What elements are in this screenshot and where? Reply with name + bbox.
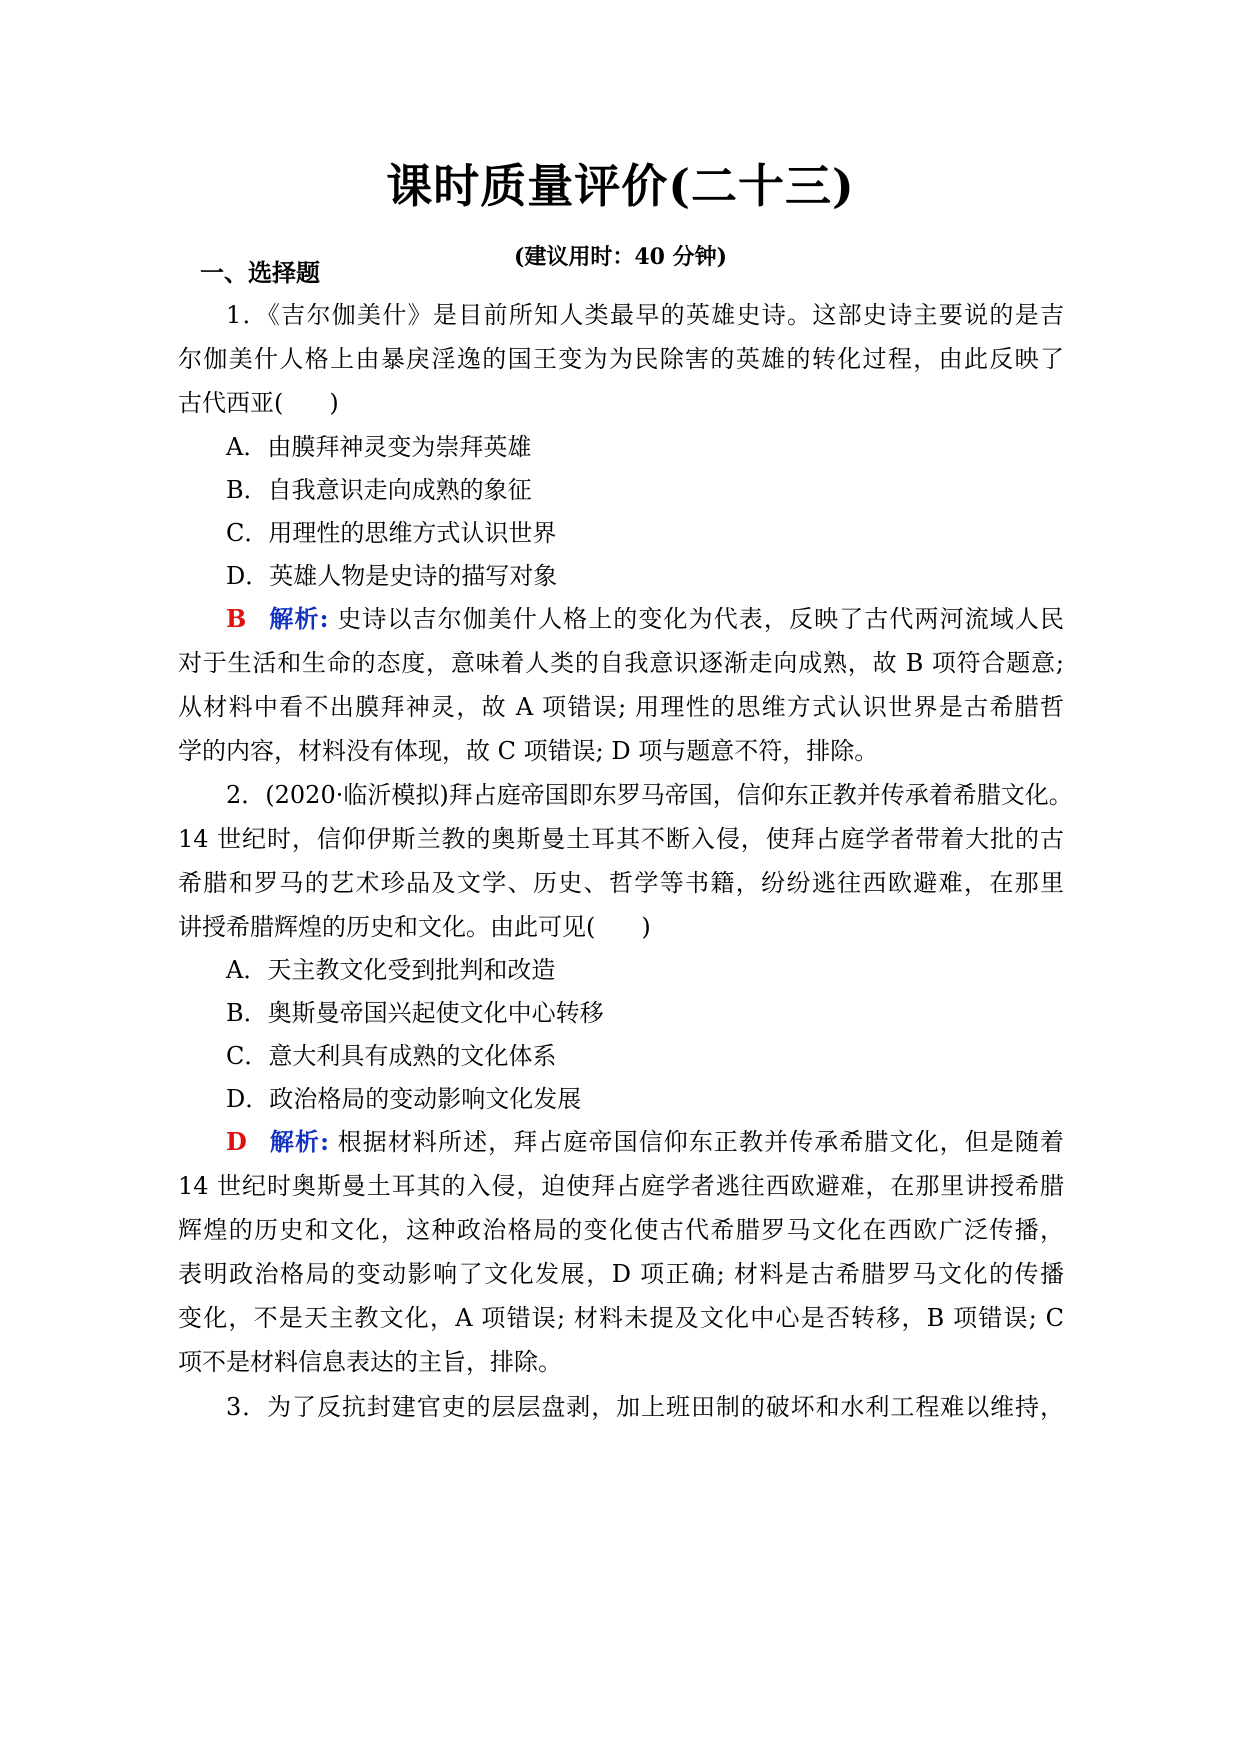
q3-stem-line-1: 3．为了反抗封建官吏的层层盘剥，加上班田制的破坏和水利工程难以维持， — [226, 1393, 1064, 1421]
q2-analysis-line-3: 辉煌的历史和文化，这种政治格局的变化使古代希腊罗马文化在西欧广泛传播， — [178, 1216, 1064, 1244]
q1-option-b: B．自我意识走向成熟的象征 — [226, 476, 532, 504]
q1-stem-end: ) — [329, 389, 339, 417]
q2-analysis-text-1: 根据材料所述，拜占庭帝国信仰东正教并传承希腊文化，但是随着 — [337, 1128, 1065, 1156]
q1-stem-text: 古代西亚( — [178, 389, 284, 417]
q1-analysis-line-3: 从材料中看不出膜拜神灵，故 A 项错误; 用理性的思维方式认识世界是古希腊哲 — [178, 693, 1064, 721]
q2-stem-end: ) — [641, 913, 651, 941]
q1-analysis-text-1: 史诗以吉尔伽美什人格上的变化为代表，反映了古代两河流域人民 — [337, 605, 1065, 633]
q2-option-a: A．天主教文化受到批判和改造 — [226, 956, 556, 984]
q1-stem-line-1: 1．《吉尔伽美什》是目前所知人类最早的英雄史诗。这部史诗主要说的是吉 — [226, 301, 1064, 329]
section-heading: 一、选择题 — [200, 258, 320, 287]
q2-answer: D — [226, 1127, 247, 1156]
q2-analysis-line-6: 项不是材料信息表达的主旨，排除。 — [178, 1348, 562, 1376]
q1-answer: B — [226, 604, 247, 633]
q1-option-d: D．英雄人物是史诗的描写对象 — [226, 562, 558, 590]
page-subtitle: (建议用时：40 分钟) — [513, 244, 728, 270]
q2-stem-line-2: 14 世纪时，信仰伊斯兰教的奥斯曼土耳其不断入侵，使拜占庭学者带着大批的古 — [178, 825, 1064, 853]
q1-analysis-label: 解析: — [268, 604, 329, 633]
q2-analysis-line-1 — [226, 1127, 1064, 1157]
q1-analysis-line-2: 对于生活和生命的态度，意味着人类的自我意识逐渐走向成熟，故 B 项符合题意; — [178, 649, 1064, 677]
page-title: 课时质量评价(二十三) — [386, 159, 855, 213]
q1-option-c: C．用理性的思维方式认识世界 — [226, 519, 557, 547]
q2-stem-line-1: 2．(2020·临沂模拟)拜占庭帝国即东罗马帝国，信仰东正教并传承着希腊文化。 — [226, 781, 1073, 809]
q2-analysis-line-5: 变化，不是天主教文化，A 项错误; 材料未提及文化中心是否转移，B 项错误; C — [178, 1304, 1064, 1332]
q2-analysis-line-4: 表明政治格局的变动影响了文化发展，D 项正确; 材料是古希腊罗马文化的传播 — [178, 1260, 1064, 1288]
q1-stem-line-3 — [178, 388, 1064, 418]
q2-stem-line-3: 希腊和罗马的艺术珍品及文学、历史、哲学等书籍，纷纷逃往西欧避难，在那里 — [178, 869, 1064, 897]
q2-stem-line-4 — [178, 912, 1064, 942]
q2-option-b: B．奥斯曼帝国兴起使文化中心转移 — [226, 999, 604, 1027]
q2-option-c: C．意大利具有成熟的文化体系 — [226, 1042, 557, 1070]
q1-stem-line-2: 尔伽美什人格上由暴戾淫逸的国王变为为民除害的英雄的转化过程，由此反映了 — [178, 345, 1064, 373]
q2-analysis-label: 解析: — [268, 1127, 329, 1156]
q1-analysis-line-1 — [226, 604, 1064, 634]
q1-option-a: A．由膜拜神灵变为崇拜英雄 — [226, 433, 532, 461]
q2-option-d: D．政治格局的变动影响文化发展 — [226, 1085, 582, 1113]
q1-analysis-line-4: 学的内容，材料没有体现，故 C 项错误; D 项与题意不符，排除。 — [178, 737, 879, 765]
q2-stem-text: 讲授希腊辉煌的历史和文化。由此可见( — [178, 913, 596, 941]
q2-analysis-line-2: 14 世纪时奥斯曼土耳其的入侵，迫使拜占庭学者逃往西欧避难，在那里讲授希腊 — [178, 1172, 1064, 1200]
